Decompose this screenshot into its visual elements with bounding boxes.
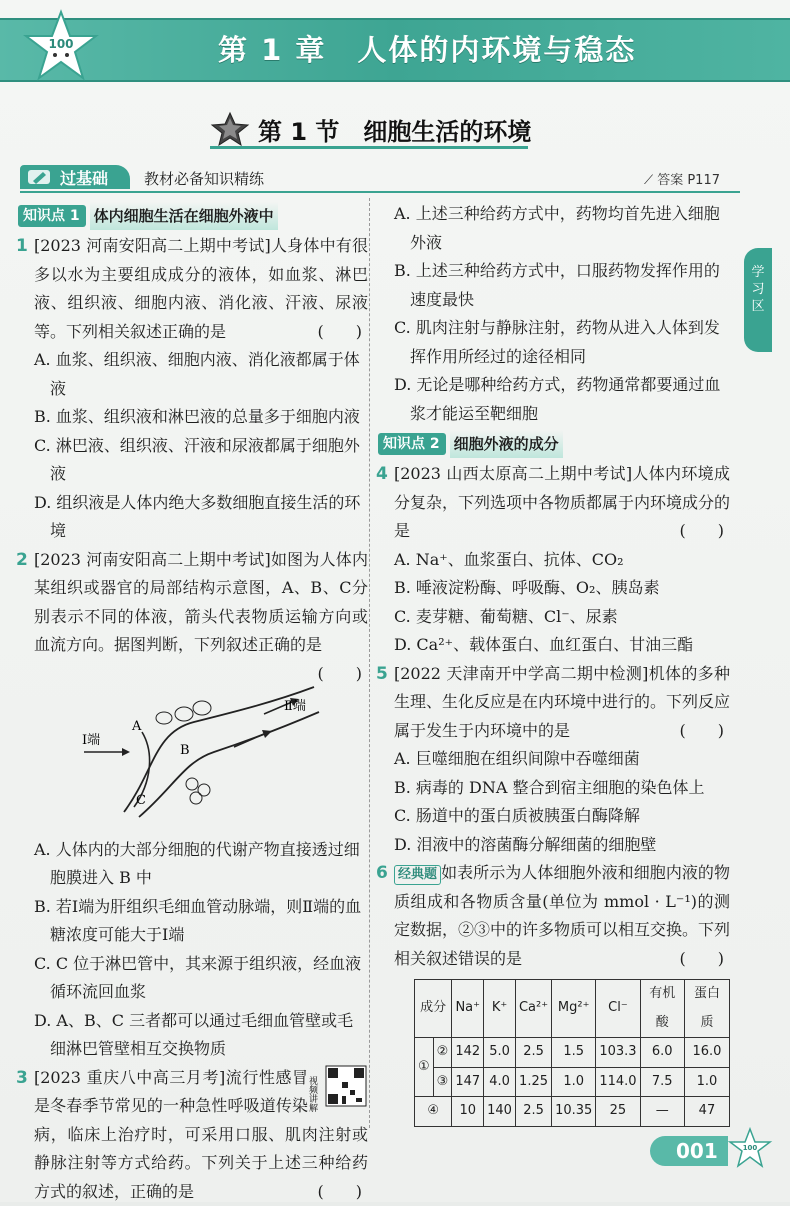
page-number: 001 xyxy=(676,1139,718,1163)
section-underline xyxy=(210,146,528,149)
question-stem xyxy=(34,546,368,660)
stem-text: [2023 重庆八中高三月考]流行性感冒是冬春季节常见的一种急性呼吸道传染病，临床上治疗时，可采用口服、肌肉注射或静脉注射等方式给药。下列关于上述三种给药方式的叙述，正确的是 xyxy=(34,1068,368,1201)
question-number: 2 xyxy=(16,546,28,575)
kp2-tag: 知识点 2 xyxy=(378,433,446,455)
table-header-cell: Cl⁻ xyxy=(596,980,640,1038)
knowledge-point-2 xyxy=(378,430,730,458)
table-cell: 4.0 xyxy=(484,1067,516,1097)
option-d: D. Ca²⁺、载体蛋白、血红蛋白、甘油三酯 xyxy=(394,631,730,660)
option-a: A. Na⁺、血浆蛋白、抗体、CO₂ xyxy=(394,546,730,575)
question-number: 4 xyxy=(376,460,388,489)
table-cell: 10.35 xyxy=(552,1097,596,1127)
table-header-cell: 蛋白质 xyxy=(684,980,729,1038)
left-column xyxy=(18,200,368,1206)
knowledge-point-1 xyxy=(18,202,368,230)
vessel-lower-wall xyxy=(139,712,319,817)
table-cell: 16.0 xyxy=(684,1038,729,1068)
answer-paren: ( ) xyxy=(318,318,363,347)
answer-paren: ( ) xyxy=(680,517,725,546)
table-row-label: ③ xyxy=(433,1067,452,1097)
option-b: B. 病毒的 DNA 整合到宿主细胞的染色体上 xyxy=(394,774,730,803)
kp2-name: 细胞外液的成分 xyxy=(450,430,563,459)
cell xyxy=(156,712,172,724)
question-stem xyxy=(34,232,368,346)
right-column xyxy=(378,200,730,1127)
question-stem xyxy=(394,460,730,546)
question-4 xyxy=(378,460,730,660)
question-2 xyxy=(18,546,368,1064)
option-c: C. 麦芽糖、葡萄糖、Cl⁻、尿素 xyxy=(394,603,730,632)
table-header-cell: Na⁺ xyxy=(452,980,484,1038)
table-cell: 10 xyxy=(452,1097,484,1127)
question-number: 6 xyxy=(376,859,388,888)
option-a: A. 巨噬细胞在组织间隙中吞噬细菌 xyxy=(394,745,730,774)
base-tag-label: 过基础 xyxy=(60,166,108,189)
label-i-end: Ⅰ端 xyxy=(82,732,100,748)
option-d: D. 组织液是人体内绝大多数细胞直接生活的环境 xyxy=(34,489,368,546)
table-cell: 2.5 xyxy=(515,1038,551,1068)
mascot-small-icon xyxy=(728,1128,772,1168)
answer-text: 答案 P117 xyxy=(657,173,720,188)
table-row xyxy=(415,1067,730,1097)
qr-label: 视频讲解 xyxy=(307,1075,318,1112)
answer-paren: ( ) xyxy=(680,945,725,974)
label-ii-end: Ⅱ端 xyxy=(284,698,306,714)
cell xyxy=(193,701,211,715)
table-row-label: ② xyxy=(433,1038,452,1068)
table-header-row xyxy=(415,980,730,1038)
option-b: B. 血浆、组织液和淋巴液的总量多于细胞内液 xyxy=(34,403,368,432)
pencil-icon xyxy=(26,166,54,188)
cell xyxy=(190,792,202,804)
table-cell: 1.25 xyxy=(515,1067,551,1097)
question-number: 5 xyxy=(376,660,388,689)
table-cell: 2.5 xyxy=(515,1097,551,1127)
table-row xyxy=(415,1097,730,1127)
column-divider xyxy=(369,198,371,1128)
section-title: 第 1 节 细胞生活的环境 xyxy=(258,112,531,147)
table-cell: 25 xyxy=(596,1097,640,1127)
cell xyxy=(186,778,198,790)
answer-reference: ⟋ 答案 P117 xyxy=(644,169,720,188)
table-cell: 147 xyxy=(452,1067,484,1097)
stem-text: [2022 天津南开中学高二期中检测]机体的多种生理、生化反应是在内环境中进行的。下列反应属于发生于内环境中的是 xyxy=(394,664,730,740)
option-b: B. 若Ⅰ端为肝组织毛细血管动脉端，则Ⅱ端的血糖浓度可能大于Ⅰ端 xyxy=(34,893,368,950)
option-b: B. 唾液淀粉酶、呼吸酶、O₂、胰岛素 xyxy=(394,574,730,603)
stem-text: [2023 山西太原高二上期中考试]人体内环境成分复杂，下列选项中各物质都属于内环境成分的是 xyxy=(394,464,730,540)
table-cell: 1.5 xyxy=(552,1038,596,1068)
arrow-in-head xyxy=(122,748,130,756)
cell xyxy=(198,784,210,796)
table-cell: 103.3 xyxy=(596,1038,640,1068)
chapter-title: 第 1 章 人体的内环境与稳态 xyxy=(218,28,636,69)
option-d: D. 泪液中的溶菌酶分解细菌的细胞壁 xyxy=(394,831,730,860)
table-header-cell: 成分 xyxy=(415,980,452,1038)
table-row-label: ④ xyxy=(415,1097,452,1127)
label-c: C xyxy=(136,793,146,808)
table-header-cell: Mg²⁺ xyxy=(552,980,596,1038)
label-a: A xyxy=(131,719,142,734)
qr-code-icon[interactable] xyxy=(312,1064,368,1118)
table-header-cell: Ca²⁺ xyxy=(515,980,551,1038)
question-stem xyxy=(394,859,730,973)
option-b: B. 上述三种给药方式中，口服药物发挥作用的速度最快 xyxy=(394,257,730,314)
question-number: 1 xyxy=(16,232,28,261)
side-tab-label: 学习区 xyxy=(751,264,765,315)
question-stem xyxy=(394,660,730,746)
label-b: B xyxy=(180,743,190,758)
option-c: C. 肠道中的蛋白质被胰蛋白酶降解 xyxy=(394,802,730,831)
option-d: D. 无论是哪种给药方式，药物通常都要通过血浆才能运至靶细胞 xyxy=(394,371,730,428)
question-6 xyxy=(378,859,730,1127)
base-bar xyxy=(20,165,740,193)
question-5 xyxy=(378,660,730,860)
table-cell: 114.0 xyxy=(596,1067,640,1097)
svg-text:100: 100 xyxy=(743,1144,758,1152)
stem-text: [2023 河南安阳高二上期中考试]人身体中有很多以水为主要组成成分的液体，如血浆、淋巴液、组织液、细胞内液、消化液、汗液、尿液等。下列相关叙述正确的是 xyxy=(34,236,368,341)
question-3-options xyxy=(378,200,730,428)
composition-table xyxy=(414,979,730,1127)
table-cell: 142 xyxy=(452,1038,484,1068)
answer-paren: ( ) xyxy=(318,1178,363,1206)
study-area-side-tab[interactable] xyxy=(744,248,772,352)
base-tag xyxy=(20,165,130,189)
question-3 xyxy=(18,1064,368,1206)
table-cell: 1.0 xyxy=(684,1067,729,1097)
question-number: 3 xyxy=(16,1064,28,1093)
answer-paren: ( ) xyxy=(318,660,363,689)
mascot-logo-icon xyxy=(20,10,102,90)
table-cell: 47 xyxy=(684,1097,729,1127)
stem-text: [2023 河南安阳高二上期中考试]如图为人体内某组织或器官的局部结构示意图，A、B、C分别表示不同的体液，箭头代表物质运输方向或血流方向。据图判断，下列叙述正确的是 xyxy=(34,550,368,655)
option-a: A. 上述三种给药方式中，药物均首先进入细胞外液 xyxy=(394,200,730,257)
table-group-label: ① xyxy=(415,1038,434,1097)
option-c: C. 肌肉注射与静脉注射，药物从进入人体到发挥作用所经过的途径相同 xyxy=(394,314,730,371)
table-header-cell: 有机酸 xyxy=(640,980,684,1038)
table-row xyxy=(415,1038,730,1068)
kp1-name: 体内细胞生活在细胞外液中 xyxy=(90,202,278,231)
stem-text: 如表所示为人体细胞外液和细胞内液的物质组成和各物质含量(单位为 mmol · L⁻¹)的测定数据，②③中的许多物质可以相互交换。下列相关叙述错误的是 xyxy=(394,863,730,968)
option-a: A. 血浆、组织液、细胞内液、消化液都属于体液 xyxy=(34,346,368,403)
arrow-flow-head xyxy=(262,730,272,738)
classic-question-tag: 经典题 xyxy=(394,865,441,885)
tissue-structure-diagram xyxy=(84,692,324,822)
kp1-tag: 知识点 1 xyxy=(18,205,86,227)
option-a: A. 人体内的大部分细胞的代谢产物直接透过细胞膜进入 B 中 xyxy=(34,836,368,893)
option-c: C. C 位于淋巴管中，其来源于组织液，经血液循环流回血浆 xyxy=(34,950,368,1007)
svg-text:100: 100 xyxy=(48,37,73,51)
star-icon xyxy=(210,112,250,146)
base-subtitle: 教材必备知识精练 xyxy=(144,168,264,189)
option-d: D. A、B、C 三者都可以通过毛细血管壁或毛细淋巴管壁相互交换物质 xyxy=(34,1007,368,1064)
answer-paren: ( ) xyxy=(680,717,725,746)
arrow-flow xyxy=(234,734,264,747)
table-cell: 140 xyxy=(484,1097,516,1127)
table-cell: 1.0 xyxy=(552,1067,596,1097)
cell xyxy=(175,707,193,721)
table-cell: — xyxy=(640,1097,684,1127)
table-cell: 7.5 xyxy=(640,1067,684,1097)
table-cell: 5.0 xyxy=(484,1038,516,1068)
table-header-cell: K⁺ xyxy=(484,980,516,1038)
question-1 xyxy=(18,232,368,546)
option-c: C. 淋巴液、组织液、汗液和尿液都属于细胞外液 xyxy=(34,432,368,489)
table-cell: 6.0 xyxy=(640,1038,684,1068)
